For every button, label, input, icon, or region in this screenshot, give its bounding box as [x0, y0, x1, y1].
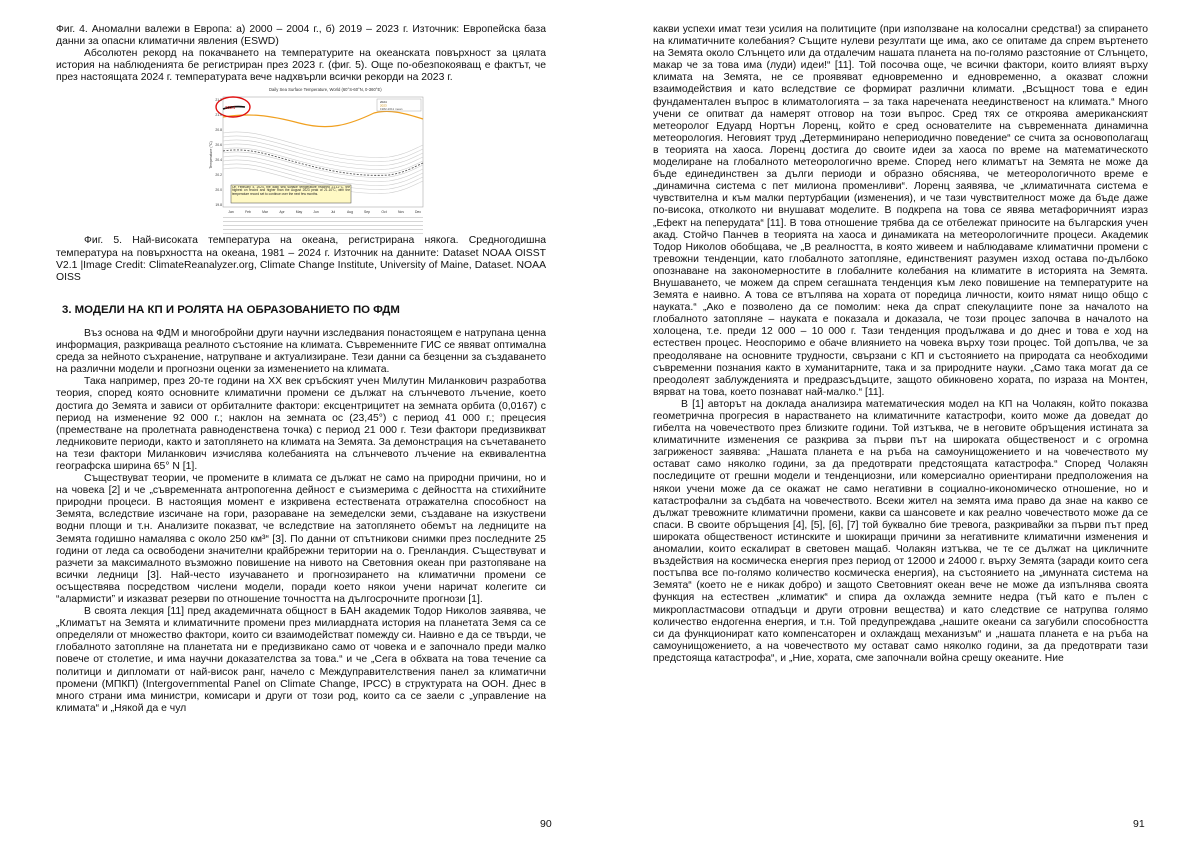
paragraph: В [1] авторът на доклада анализира математическия модел на КП на Чолакян, който показва геометрична прогресия в нарастването на климатичните катастрофи, които може да доведат до гибелта на човечеството през близките години. Той изтъква, че в неговите обръщения истината за климатичните изменения се разкрива за първи път на широката общественост и с огромна загриженост заявява: „Нашата планета е на ръба на самоунищожението и на човечеството му остават само няколко години, за да предотврати предстоящата катастрофа.“ Според Чолакян последиците от грешни модели и тенденциозни, или комерсиално ориентирани предположения на някои учени може да се окажат не само негативни в социално-икономическо отношение, но и катастрофални за съдбата на човечеството. Всеки жител на земята има право да знае на какво се дължат тревожните климатични промени, какви са шансовете и как реално човечеството може да се спаси. В своите обръщения [4], [5], [6], [7] той буквално бие тревога, разкривайки за първи път пред широката общественост истинските и шокиращи причини за негативните климатични изменения и аномалии, които ескалират в световен мащаб. Чолакян изтъква, че те се дължат на цикличните въздействия на космическа енергия през период от 12000 и 24000 г. върху Земята (заради които сега постъпва все по-голямо количество космическа енергия), на състоянието на „имунната система на Земята“ (което не е никак добро) и защото Световният океан вече не може да изпълнява своята функция на естествен „климатик“ и спира да охлажда земните недра (тъй като е пълен с микропластмасови отпадъци и други отровни вещества) и като следствие се натрупва голямо количество ендогенна енергия, и т.н. Той предупреждава „нашите океани са загубили способността си да функционират като компенсаторен и охлаждащ механизъм“ и „нашата планета е на ръба на самоунищожението, а на човечеството му остават само няколко години, за да предотврати тази предстояща катастрофа“, и „Ние, хората, сме започнали война срещу океаните. Ние	[653, 398, 1148, 664]
paragraph-record: Абсолютен рекорд на покачването на температурите на океанската повърхност за цялата история на наблюденията бе регистриран през 2023 г. (фиг. 5). Още по-обезпокояващ е фактът, че през настоящата 2024 г. температурата вече надхвърли всички рекорди на 2023 г.	[56, 48, 546, 84]
y-tick-label: 20.6	[215, 143, 222, 148]
y-tick-label: 20.8	[215, 128, 222, 133]
paragraph: Така например, през 20-те години на XX век сръбският учен Милутин Миланкович разработва теория, според която основните климатични промени се дължат на слънчевото лъчение, което достига до Земята и зависи от орбиталните фактори: ексцентрицитет на земната орбита (0,0167) с период на изменение 92 000 г.; наклон на земната ос (23,45°) с период 41 000 г.; прецесия (преместване на пролетната равноденствена точка) с период 21 000 г. Тези фактори предизвикват ледниковите периоди, както и затоплянето на климата на Земята. За демонстрация на съчетаването на тези фактори Миланкович изчислява колебанията на слънчевото лъчение на еквивалентна географска ширина 65° N [1].	[56, 376, 546, 472]
chart-title: Daily Sea Surface Temperature, World (60°S-60°N, 0-360°E)	[269, 87, 382, 93]
legend-item: 2024	[380, 100, 387, 105]
sst-figure	[209, 85, 427, 235]
fig5-caption: Фиг. 5. Най-високата температура на океана, регистрирана някога. Средногодишна температура на повърхността на океана, 1981 – 2024 г. Източник на данните: Dataset NOAA OISST V2.1 |Image Credit: ClimateReanalyzer.org, Climate Change Institute, University of Maine, Dataset. NOAA OISS	[56, 235, 546, 283]
x-tick-label: Nov	[397, 210, 405, 215]
x-tick-label: May	[295, 210, 303, 215]
x-tick-label: Feb	[245, 210, 251, 215]
x-tick-label: Jan	[228, 210, 234, 215]
x-tick-label: Mar	[262, 210, 268, 215]
y-tick-label: 19.8	[215, 203, 222, 208]
sst-chart	[209, 85, 427, 235]
highlight-label: 2024	[225, 105, 236, 111]
page-number-right: 91	[1133, 818, 1145, 830]
x-tick-label: Aug	[346, 210, 354, 215]
y-tick-label: 21.2	[215, 98, 222, 103]
x-tick-label: Apr	[279, 210, 285, 215]
legend-item: 1982-2011 mean	[380, 107, 403, 112]
x-tick-label: Jun	[313, 210, 319, 215]
y-tick-label: 20.2	[215, 173, 222, 178]
x-tick-label: Oct	[381, 210, 387, 215]
paragraph: В своята лекция [11] пред академичната общност в БАН академик Тодор Николов заявява, че „Климатът на Земята и климатичните промени през милиардната история на планетата Земя са се определяли от множество фактори, които си взаимодействат помежду си. Наивно е да се твърди, че глобалното затопляне на планетата ни е предизвикано само от човека и е започнало преди малко повече от столетие, и има научни доказателства за това.“ и че „Сега в обхвата на това течение са политици и дипломати от най-висок ранг, начело с Междуправителствения панел за климатични промени (МПКП) (Intergovernmental Panel on Climate Change, IPCC) в структурата на ООН. Днес в много страни има министри, комисари и други от този род, които са се заели с „управление на климата“ и „Някой да е чул	[56, 606, 546, 714]
y-axis-label: Temperature (°C)	[209, 141, 213, 170]
x-tick-label: Jul	[330, 210, 336, 215]
x-tick-label: Dec	[414, 210, 422, 215]
right-column	[653, 24, 1148, 665]
chart-annotation: On February 4, 2024, the daily sea surface temperature reached 21.12°C, the highest on record and higher than the August 2023 peak of 21.10°C, with the temperature record set to continue over the next few months.	[232, 185, 350, 197]
paragraph: Въз основа на ФДМ и многобройни други научни изследвания понастоящем е натрупана ценна информация, разкриваща реалното състояние на климата. Съвременните ГИС се явяват оптимална среда за нейното съхранение, натрупване и актуализиране. Тези данни са безценни за създаването на различни модели и прогнозни оценки за изменението на климата.	[56, 327, 546, 376]
paragraph: Съществуват теории, че промените в климата се дължат не само на природни причини, но и на човека [2] и че „съвременната антропогенна дейност е съизмерима с дейността на стихийните природни процеси. В настоящия момент е изкривена естествената отражателна способност на Земята, вследствие изсичане на гори, разораване на земеделски земи, създаване на изкуствени водни площи и т.н. Анализите показват, че вследствие на затоплянето обемът на ледниците на Земята годишно намалява с около 250 км³“ [3]. По данни от спътникови снимки през последните 25 години от леда са освободени значителни крайбрежни територии на о. Гренландия. Съществуват и разчети за максималното възможно повишение на нивото на Световния океан при разтопяване на всички ледници [3]. Най-често изучаването и прогнозирането на климатични промени се осъществява посредством числени модели, поради което някои учени наричат колегите си “алармисти” и изказват резерви по отношение точността на дългосрочните прогнози [1].	[56, 473, 546, 605]
x-tick-label: Sep	[363, 210, 371, 215]
y-tick-label: 21.0	[215, 113, 222, 118]
fig4-caption: Фиг. 4. Аномални валежи в Европа: а) 2000 – 2004 г., б) 2019 – 2023 г. Източник: Европейска база данни за опасни климатични явления (ESWD)	[56, 24, 546, 48]
paragraph: какви успехи имат тези усилия на политиците (при използване на колосални средства!) за спирането на климатичните колебания? Същите нулеви резултати ще има, ако се опитаме да спрем въртенето на Земята около Слънцето или да отдалечим нашата планета на по-голямо разстояние от Слънцето, макар че за това има (луди) идеи!“ [11]. Той посочва още, че всички фактори, които влияят върху климата на Земята, не се проявяват едновременно и едновременно, а оказват сложни взаимодействия и като вследствие се формират различни климати. „Всъщност това е един фундаментален въпрос в климатологията – за така наречената неединственост на климата.“ Много учени се опитват да намерят отговор на този въпрос. Сред тях се откроява американският метеоролог Едуард Нортън Лоренц, който е сред основателите на съвременната динамична метеорология. Неговият труд „Детерминирано непериодично поведение“ се счита за основополагащ в теорията на хаоса. Лоренц достига до своите идеи за хаоса по време на математическото моделиране на глобалното метеорологично време. Според него климатът на Земята не може да бъде единединствен за дълги периоди и образно обяснява, че метеорологичното време е „динамична система с пет милиона променливи“. Лоренц заявява, че „климатичната система е чувствителна и към малки пертурбации (изменения), и че тази чувствителност може да бъде даже по-висока, отколкото ни внушават моделите. В подкрепа на това се явява метафоричният израз „Ефект на пеперудата“ [11]. В това отношение трябва да се отбележат приносите на българския учен акад. Стойчо Панчев в теорията на хаоса и динамиката на метеорологичните процеси. Академик Тодор Николов обобщава, че „В реалността, в която живеем и наблюдаваме климатични промени с тревожни тенденции, като глобалното затопляне, единственият разумен изход остава по-дълбоко опознаване на закономерностите в глобалните колебания на климатите в историята на Земята. Внушаването, че можем да спрем сегашната тенденция към леко повишение на температурите на Земята е наивно. А това се втълпява на хората от поредица личности, които нямат нищо общо с науката.“ „Ако е позволено да се помолим: нека да спрат спекулациите поне за началото на глобалното затопляне – науката е показала и доказала, че този процес започва в началото на холоцена, т.е. преди 12 000 – 10 000 г. Тази тенденция продължава и до днес и това е ход на естествен процес. Неоспоримо е обаче влиянието на човека върху този процес. Той допълва, че за преодоляване на основните трудности, свързани с КП и състоянието на природата са необходими съвременни познания както в хуманитарните, така и за природните науки. „Само така могат да се преодолеят заблужденията и предразсъдъците, защото обикновено хората, по израза на Монтен, вярват на това, което познават най-малко.“ [11].	[653, 24, 1148, 398]
section-heading: 3. МОДЕЛИ НА КП И РОЛЯТА НА ОБРАЗОВАНИЕТО ПО ФДМ	[62, 303, 400, 316]
y-tick-label: 20.0	[215, 188, 222, 193]
page-right	[600, 0, 1200, 849]
page-number-left: 90	[540, 818, 552, 830]
legend-item: 2023	[380, 103, 387, 108]
left-column	[56, 24, 546, 715]
y-tick-label: 20.4	[215, 158, 222, 163]
